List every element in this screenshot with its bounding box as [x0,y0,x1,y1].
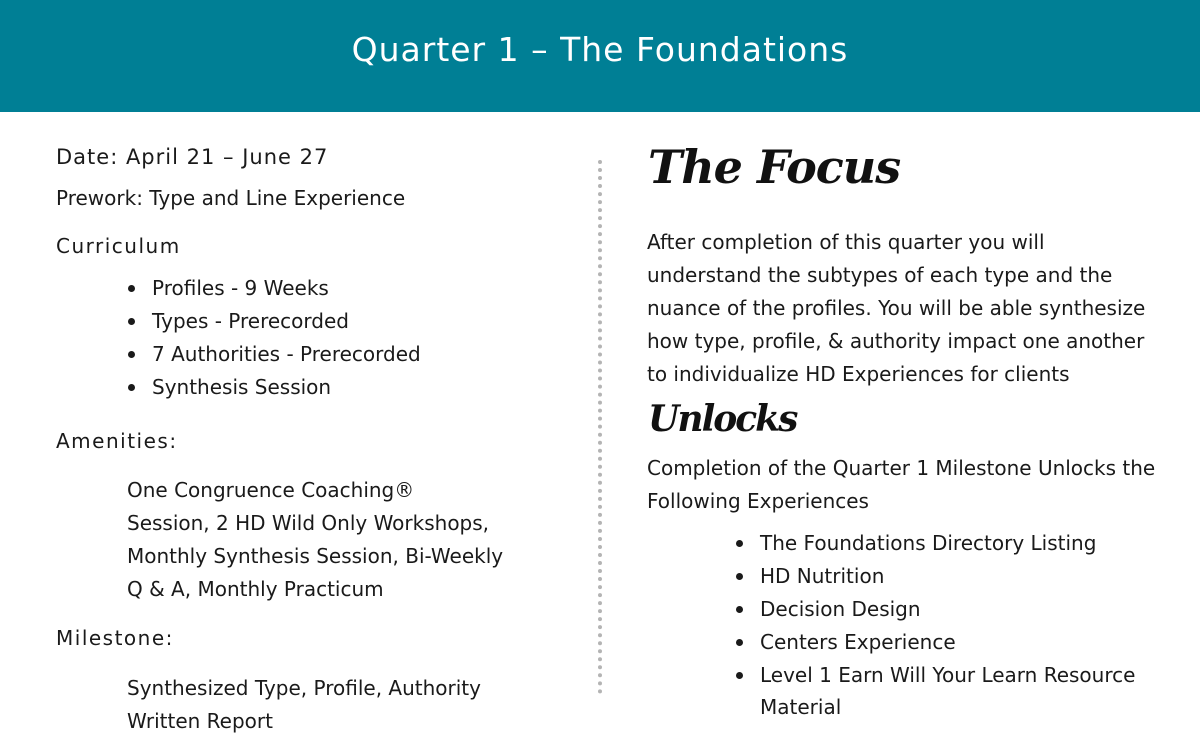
focus-line: understand the subtypes of each type and the [647,263,1113,287]
column-divider [598,160,602,694]
amenities-line: Monthly Synthesis Session, Bi-Weekly [127,544,504,568]
curriculum-item: Types - Prerecorded [128,305,421,338]
prework-line: Prework: Type and Line Experience [56,186,406,210]
curriculum-item: Profiles - 9 Weeks [128,272,421,305]
focus-heading: The Focus [648,140,901,194]
date-line: Date: April 21 – June 27 [56,145,329,169]
focus-line: nuance of the profiles. You will be able synthesize [647,296,1146,320]
curriculum-item: 7 Authorities - Prerecorded [128,338,421,371]
curriculum-item: Synthesis Session [128,371,421,404]
amenities-line: Q & A, Monthly Practicum [127,577,384,601]
page-header [0,0,1200,112]
amenities-heading: Amenities: [56,429,178,453]
unlock-item: Centers Experience [736,626,1135,659]
amenities-line: Session, 2 HD Wild Only Workshops, [127,511,490,535]
focus-line: After completion of this quarter you will [647,230,1045,254]
focus-line: how type, profile, & authority impact one another [647,329,1145,353]
unlock-item: Level 1 Earn Will Your Learn Resource [736,659,1135,692]
milestone-heading: Milestone: [56,626,174,650]
unlock-item: HD Nutrition [736,560,1135,593]
milestone-line: Written Report [127,709,273,733]
page-title: Quarter 1 – The Foundations [351,30,849,69]
curriculum-heading: Curriculum [56,234,181,258]
unlocks-heading: Unlocks [648,398,797,440]
amenities-line: One Congruence Coaching® [127,478,415,502]
unlock-item-continuation: Material [760,695,842,719]
unlock-item: The Foundations Directory Listing [736,527,1135,560]
unlocks-list [736,527,1135,692]
focus-line: to individualize HD Experiences for clients [647,362,1070,386]
unlock-item: Decision Design [736,593,1135,626]
curriculum-list [128,272,421,404]
unlocks-line: Completion of the Quarter 1 Milestone Unlocks the [647,456,1156,480]
unlocks-line: Following Experiences [647,489,869,513]
milestone-line: Synthesized Type, Profile, Authority [127,676,481,700]
